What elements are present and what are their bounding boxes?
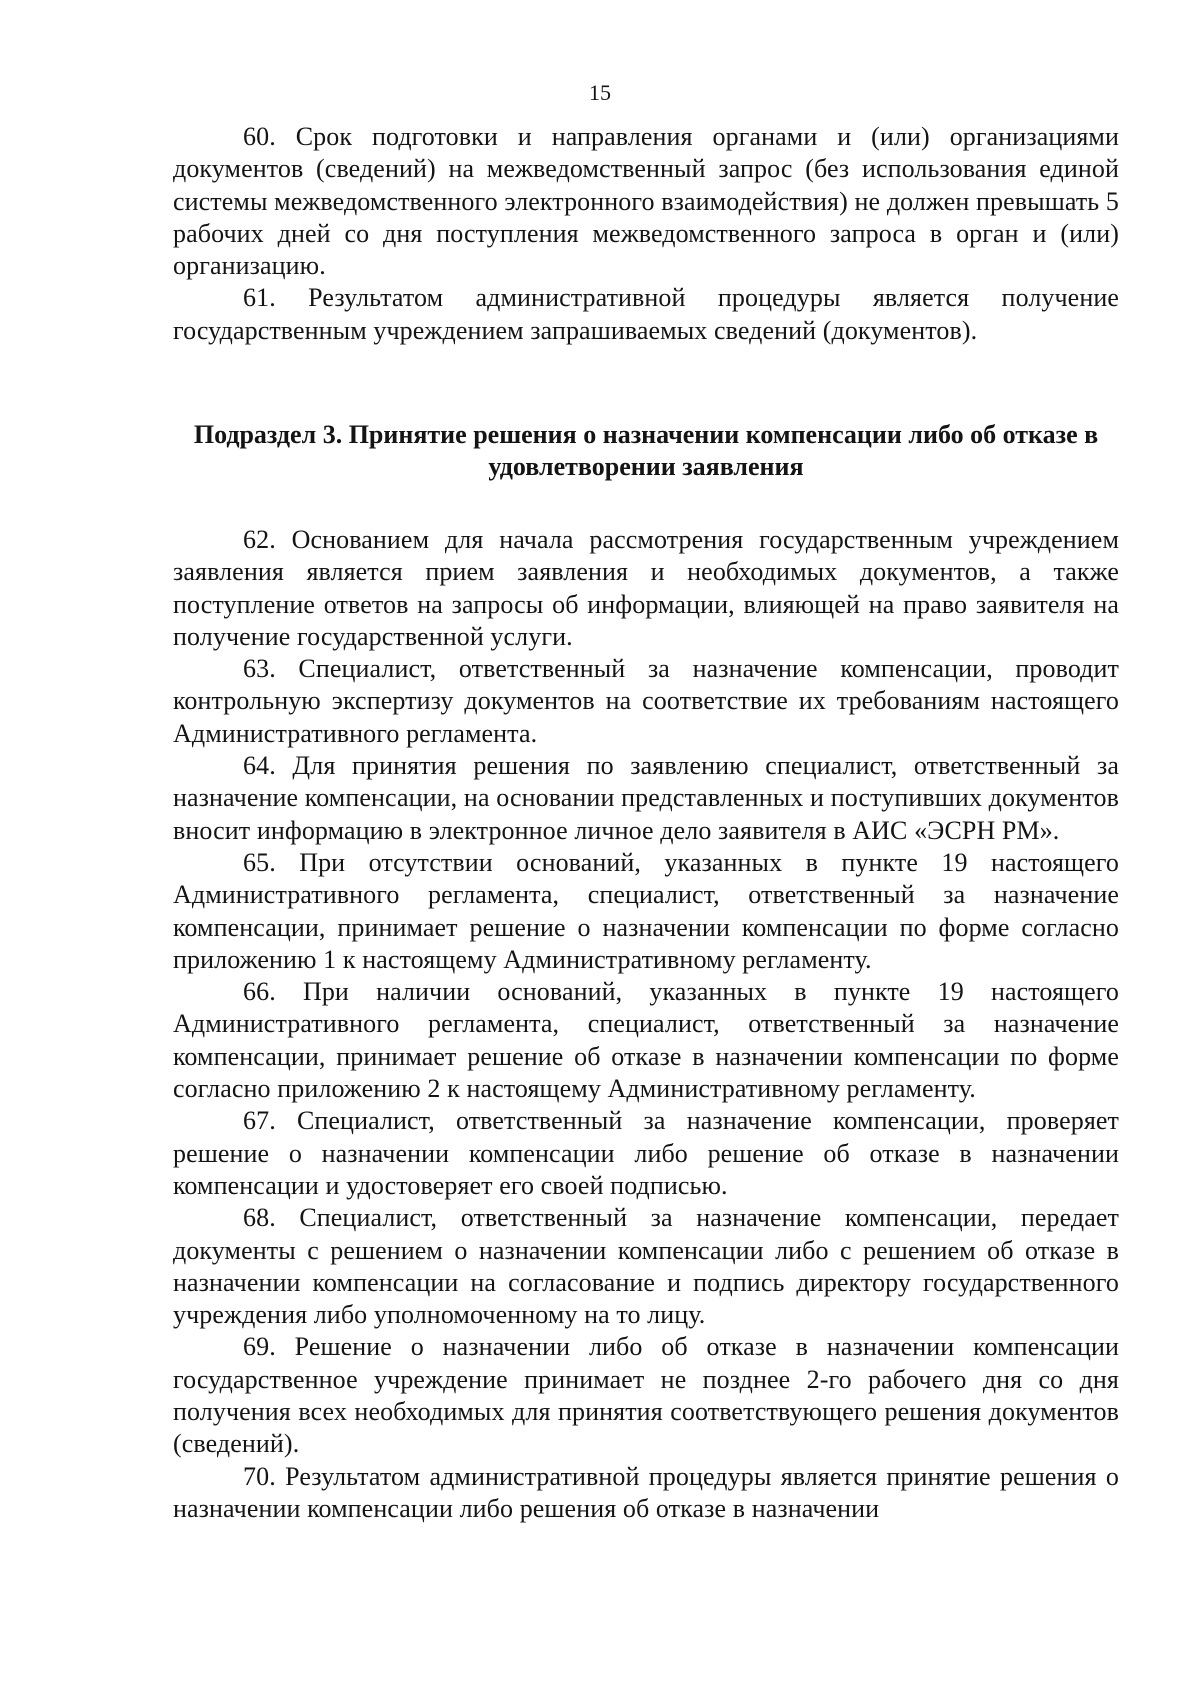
paragraph-61: 61. Результатом административной процедуры является получение государственным учреждением запрашиваемых сведений (документов). [173,283,1119,345]
page-number: 15 [589,80,611,105]
paragraph-60: 60. Срок подготовки и направления органами и (или) организациями документов (сведений) на межведомственный запрос (без использования единой системы межведомственного электронного взаимодействия) не должен превышать 5 рабочих дней со дня поступления межведомственного запроса в орган и (или) организацию. [173,122,1119,281]
paragraphs-after-subsection [173,524,1119,1525]
paragraph-69: 69. Решение о назначении либо об отказе в назначении компенсации государственное учреждение принимает не позднее 2-го рабочего дня со дня получения всех необходимых для принятия соответствующего решения документов (сведений). [173,1332,1119,1459]
paragraph-65: 65. При отсутствии оснований, указанных в пункте 19 настоящего Административного регламента, специалист, ответственный за назначение компенсации, принимает решение о назначении компенсации по форме согласно приложению 1 к настоящему Административному регламенту. [173,847,1119,974]
paragraph-62: 62. Основанием для начала рассмотрения государственным учреждением заявления является прием заявления и необходимых документов, а также поступление ответов на запросы об информации, влияющей на право заявителя на получение государственной услуги. [173,525,1119,651]
subsection-title: Подраздел 3. Принятие решения о назначении компенсации либо об отказе в удовлетворении заявления [193,420,1099,482]
paragraph-70: 70. Результатом административной процедуры является принятие решения о назначении компенсации либо решения об отказе в назначении [173,1461,1119,1523]
paragraph-67: 67. Специалист, ответственный за назначение компенсации, проверяет решение о назначении компенсации либо решение об отказе в назначении компенсации и удостоверяет его своей подписью. [173,1106,1119,1200]
paragraph-68: 68. Специалист, ответственный за назначение компенсации, передает документы с решением о назначении компенсации либо с решением об отказе в назначении компенсации на согласование и подпись директору государственного учреждения либо уполномоченному на то лицу. [173,1203,1119,1330]
paragraph-64: 64. Для принятия решения по заявлению специалист, ответственный за назначение компенсации, на основании представленных и поступивших документов вносит информацию в электронное личное дело заявителя в АИС «ЭСРН РМ». [173,751,1119,845]
paragraph-66: 66. При наличии оснований, указанных в пункте 19 настоящего Административного регламента, специалист, ответственный за назначение компенсации, принимает решение об отказе в назначении компенсации по форме согласно приложению 2 к настоящему Административному регламенту. [173,977,1119,1104]
paragraph-63: 63. Специалист, ответственный за назначение компенсации, проводит контрольную экспертизу документов на соответствие их требованиям настоящего Административного регламента. [173,654,1119,748]
paragraphs-before-subsection [173,121,1119,347]
